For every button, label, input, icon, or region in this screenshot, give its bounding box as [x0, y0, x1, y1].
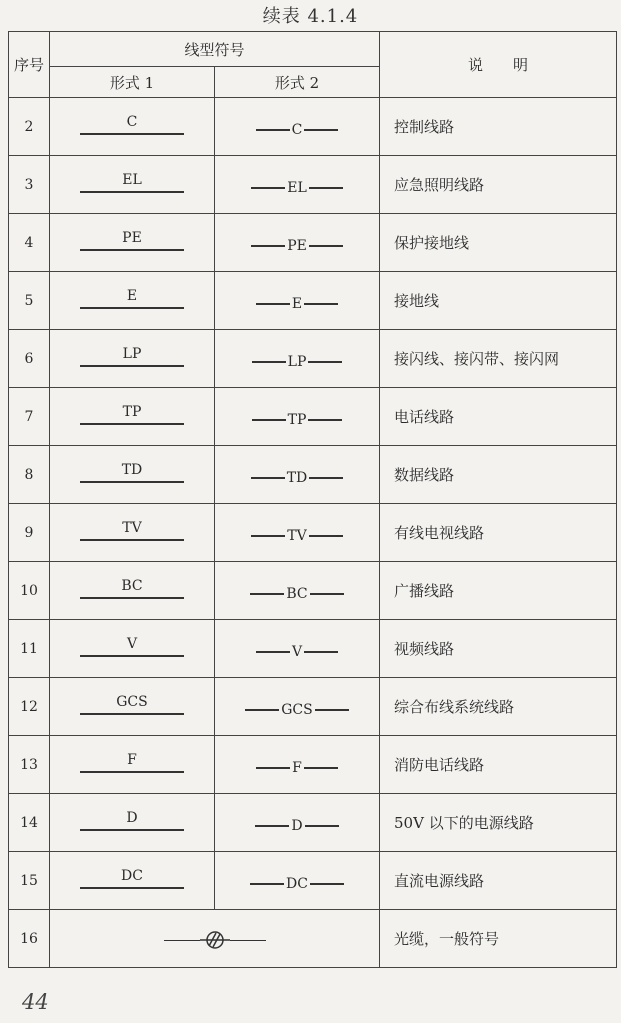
form2-code: C [291, 121, 303, 138]
form1-symbol [80, 692, 184, 718]
form1-line [80, 829, 184, 831]
form1-symbol [80, 750, 184, 776]
form2-cell [215, 794, 380, 852]
form2-cell [215, 678, 380, 736]
form2-line-right [309, 477, 343, 479]
form2-line-left [250, 883, 284, 885]
form1-line [80, 713, 184, 715]
form2-code: F [292, 759, 302, 776]
row-number: 12 [9, 678, 50, 736]
row-number: 4 [9, 214, 50, 272]
table-row [9, 852, 617, 910]
row-description: 接闪线、接闪带、接闪网 [380, 330, 617, 388]
form2-cell [215, 272, 380, 330]
form2-line-left [251, 187, 285, 189]
form2-line-left [255, 825, 289, 827]
form1-code: PE [122, 229, 142, 246]
form2-code: DC [286, 875, 308, 892]
row-number: 8 [9, 446, 50, 504]
table-row [9, 620, 617, 678]
form1-code: BC [121, 577, 143, 594]
table-row [9, 504, 617, 562]
form1-symbol [80, 634, 184, 660]
header-symbol: 线型符号 [50, 32, 380, 67]
form2-line-right [304, 651, 338, 653]
row-number: 13 [9, 736, 50, 794]
form2-code: TV [287, 527, 307, 544]
form2-code: TD [286, 469, 308, 486]
form1-line [80, 191, 184, 193]
form2-code: BC [286, 585, 308, 602]
form2-symbol [256, 296, 338, 312]
table-row [9, 794, 617, 852]
form2-code: E [291, 295, 303, 312]
form2-cell [215, 562, 380, 620]
form2-line-left [256, 651, 290, 653]
form1-cell [50, 736, 215, 794]
form2-cell [215, 330, 380, 388]
form1-code: TV [122, 519, 142, 536]
form1-line [80, 133, 184, 135]
table-caption: 续表 4.1.4 [262, 6, 359, 27]
table-row [9, 98, 617, 156]
form1-line [80, 365, 184, 367]
form1-cell [50, 330, 215, 388]
form2-cell [215, 98, 380, 156]
form2-code: PE [287, 237, 307, 254]
form2-cell [215, 388, 380, 446]
form1-code: EL [122, 171, 142, 188]
table-row [9, 736, 617, 794]
form2-symbol [252, 412, 343, 428]
form1-cell [50, 214, 215, 272]
table-row [9, 388, 617, 446]
form2-code: EL [287, 179, 307, 196]
form2-cell [215, 214, 380, 272]
form2-cell [215, 156, 380, 214]
row-description: 视频线路 [380, 620, 617, 678]
form1-code: TD [121, 461, 143, 478]
row-description: 综合布线系统线路 [380, 678, 617, 736]
form2-cell [215, 620, 380, 678]
row-description: 直流电源线路 [380, 852, 617, 910]
form1-cell [50, 562, 215, 620]
form1-code: F [127, 751, 137, 768]
form2-symbol [251, 470, 344, 486]
fiber-line-left [164, 940, 200, 941]
form1-symbol [80, 808, 184, 834]
form2-symbol [251, 528, 342, 544]
form1-cell [50, 272, 215, 330]
header-form1: 形式 1 [50, 67, 215, 98]
row-number: 7 [9, 388, 50, 446]
form1-symbol [80, 460, 184, 486]
form1-line [80, 887, 184, 889]
row-description: 电话线路 [380, 388, 617, 446]
fiber-optic-cable-symbol [164, 929, 266, 951]
form1-cell [50, 156, 215, 214]
header-form2: 形式 2 [215, 67, 380, 98]
form2-symbol [251, 238, 343, 254]
form2-line-left [250, 593, 284, 595]
table-row [9, 678, 617, 736]
form2-line-right [309, 187, 343, 189]
row-description: 50V 以下的电源线路 [380, 794, 617, 852]
form2-symbol [250, 876, 344, 892]
row-number: 11 [9, 620, 50, 678]
form1-symbol [80, 170, 184, 196]
form1-cell [50, 446, 215, 504]
form1-cell [50, 620, 215, 678]
form1-cell [50, 504, 215, 562]
form2-line-left [245, 709, 279, 711]
form2-code: D [291, 817, 303, 834]
form2-symbol [256, 122, 339, 138]
row-description: 光缆，一般符号 [380, 910, 617, 968]
form1-symbol [80, 518, 184, 544]
form2-symbol [256, 644, 338, 660]
form1-cell [50, 388, 215, 446]
form2-line-right [315, 709, 349, 711]
form1-line [80, 771, 184, 773]
form1-cell [50, 678, 215, 736]
form1-code: D [126, 809, 138, 826]
row-number: 9 [9, 504, 50, 562]
row-number: 6 [9, 330, 50, 388]
form2-line-left [252, 419, 286, 421]
row-number: 10 [9, 562, 50, 620]
fiber-line-right [230, 940, 266, 941]
header-desc: 说 明 [380, 32, 617, 98]
row-number: 2 [9, 98, 50, 156]
form2-line-right [310, 883, 344, 885]
form1-code: LP [122, 345, 142, 362]
form2-symbol [252, 354, 343, 370]
form2-line-right [309, 535, 343, 537]
row-description: 控制线路 [380, 98, 617, 156]
form1-code: DC [121, 867, 143, 884]
form1-symbol [80, 576, 184, 602]
form2-code: GCS [281, 701, 313, 718]
form1-symbol [80, 286, 184, 312]
row-number: 15 [9, 852, 50, 910]
page-number: 44 [22, 990, 49, 1014]
form1-line [80, 597, 184, 599]
row-number: 16 [9, 910, 50, 968]
row-description: 广播线路 [380, 562, 617, 620]
form1-code: C [126, 113, 138, 130]
form2-line-left [251, 477, 285, 479]
form1-line [80, 481, 184, 483]
form2-line-right [309, 245, 343, 247]
form2-line-right [305, 825, 339, 827]
form2-cell [215, 852, 380, 910]
form1-cell [50, 852, 215, 910]
form2-symbol [251, 180, 343, 196]
form1-symbol [80, 228, 184, 254]
form1-symbol [80, 344, 184, 370]
table-row [9, 562, 617, 620]
form2-line-left [251, 535, 285, 537]
fiber-symbol-cell [50, 910, 380, 968]
form1-symbol [80, 866, 184, 892]
row-description: 数据线路 [380, 446, 617, 504]
form2-line-right [308, 419, 342, 421]
table-row [9, 910, 617, 968]
form1-code: V [126, 635, 138, 652]
form1-code: GCS [116, 693, 148, 710]
form1-line [80, 539, 184, 541]
form1-cell [50, 794, 215, 852]
form2-cell [215, 504, 380, 562]
form1-code: E [126, 287, 138, 304]
table-row [9, 272, 617, 330]
row-number: 5 [9, 272, 50, 330]
form2-line-left [251, 245, 285, 247]
table-row [9, 156, 617, 214]
line-symbol-table [8, 31, 617, 968]
form2-code: LP [287, 353, 307, 370]
form1-symbol [80, 402, 184, 428]
form2-line-right [310, 593, 344, 595]
fiber-optic-cable-icon [200, 929, 230, 951]
row-number: 14 [9, 794, 50, 852]
form2-line-right [304, 767, 338, 769]
table-row [9, 330, 617, 388]
form2-line-right [304, 303, 338, 305]
row-description: 保护接地线 [380, 214, 617, 272]
row-description: 接地线 [380, 272, 617, 330]
row-number: 3 [9, 156, 50, 214]
row-description: 消防电话线路 [380, 736, 617, 794]
row-description: 有线电视线路 [380, 504, 617, 562]
form2-line-left [252, 361, 286, 363]
form1-line [80, 307, 184, 309]
form2-cell [215, 736, 380, 794]
form1-line [80, 655, 184, 657]
form2-line-right [304, 129, 338, 131]
form2-line-left [256, 129, 290, 131]
form2-line-left [256, 767, 290, 769]
form2-line-right [308, 361, 342, 363]
form2-line-left [256, 303, 290, 305]
form2-code: V [291, 643, 303, 660]
header-seq: 序号 [9, 32, 50, 98]
form2-symbol [256, 760, 338, 776]
form1-cell [50, 98, 215, 156]
form1-symbol [80, 112, 184, 138]
form1-line [80, 249, 184, 251]
form1-line [80, 423, 184, 425]
form2-symbol [245, 702, 349, 718]
form2-cell [215, 446, 380, 504]
table-row [9, 214, 617, 272]
form2-code: TP [287, 411, 307, 428]
row-description: 应急照明线路 [380, 156, 617, 214]
form1-code: TP [122, 403, 142, 420]
form2-symbol [255, 818, 338, 834]
form2-symbol [250, 586, 343, 602]
table-row [9, 446, 617, 504]
